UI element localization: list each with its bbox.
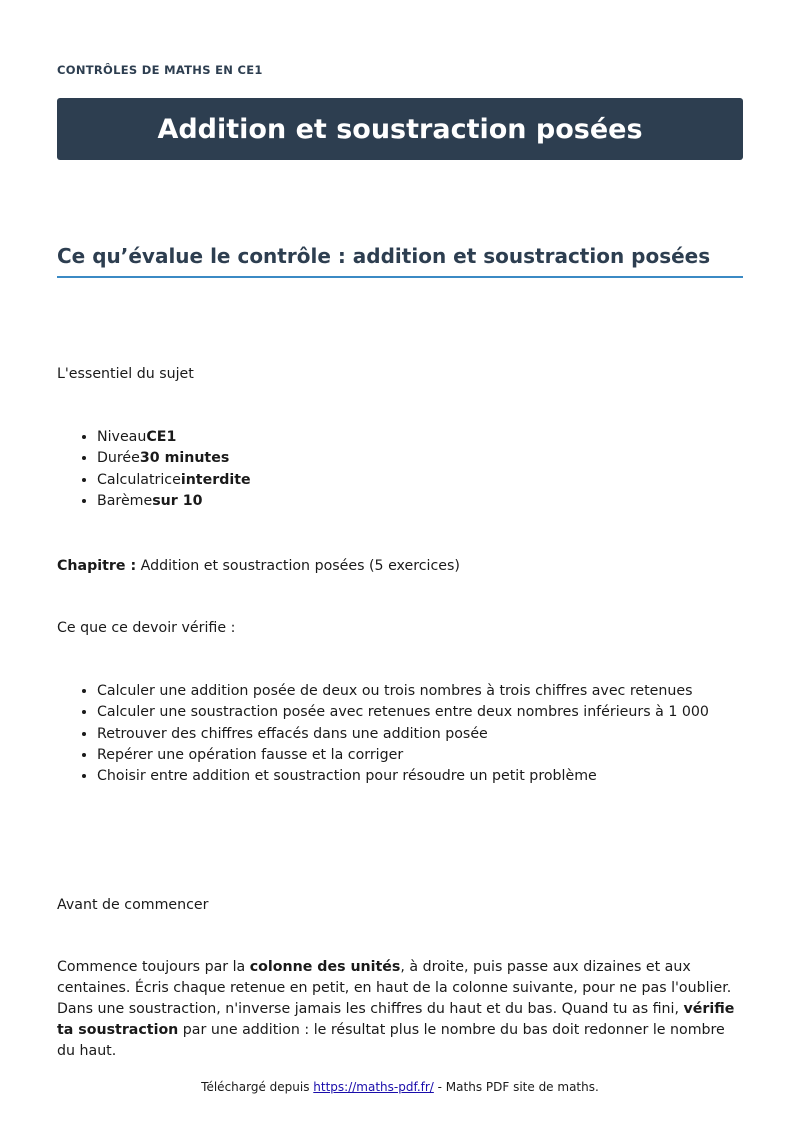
- verifie-list: [57, 681, 709, 787]
- list-item: • Choisir entre addition et soustraction pour résoudre un petit problème: [97, 766, 709, 787]
- list-item: • Barèmesur 10: [97, 491, 251, 512]
- page-title: Addition et soustraction posées: [157, 113, 643, 145]
- list-item: • Durée30 minutes: [97, 448, 251, 469]
- avant-heading: Avant de commencer: [57, 897, 209, 913]
- list-item: • Repérer une opération fausse et la corriger: [97, 745, 709, 766]
- essentiel-heading: L'essentiel du sujet: [57, 366, 194, 382]
- avant-paragraph: Commence toujours par la colonne des unités, à droite, puis passe aux dizaines et aux centaines. Écris chaque retenue en petit, en haut de la colonne suivante, pour ne pas l'oublier. Dans une soustraction, n'inverse jamais les chiffres du haut et du bas. Quand tu as fini, vérifie ta soustraction par une addition : le résultat plus le nombre du bas doit redonner le nombre du haut.: [57, 959, 735, 1059]
- section-title: Ce qu’évalue le contrôle : addition et soustraction posées: [57, 244, 743, 278]
- list-item: • Calculer une soustraction posée avec retenues entre deux nombres inférieurs à 1 000: [97, 702, 709, 723]
- essentiel-list: [57, 427, 251, 512]
- list-item: • Calculer une addition posée de deux ou trois nombres à trois chiffres avec retenues: [97, 681, 709, 702]
- footer-link[interactable]: https://maths-pdf.fr/: [313, 1080, 434, 1094]
- series-kicker: CONTRÔLES DE MATHS EN CE1: [57, 63, 263, 77]
- list-item: • Calculatriceinterdite: [97, 470, 251, 491]
- footer: Téléchargé depuis https://maths-pdf.fr/ - Maths PDF site de maths.: [201, 1080, 599, 1094]
- list-item: • NiveauCE1: [97, 427, 251, 448]
- verifie-heading: Ce que ce devoir vérifie :: [57, 620, 236, 636]
- chapitre-text: Addition et soustraction posées (5 exercices): [136, 558, 460, 574]
- list-item: • Retrouver des chiffres effacés dans une addition posée: [97, 724, 709, 745]
- title-banner: [57, 98, 743, 160]
- chapitre-label: Chapitre :: [57, 558, 137, 574]
- chapitre-line: [57, 556, 743, 577]
